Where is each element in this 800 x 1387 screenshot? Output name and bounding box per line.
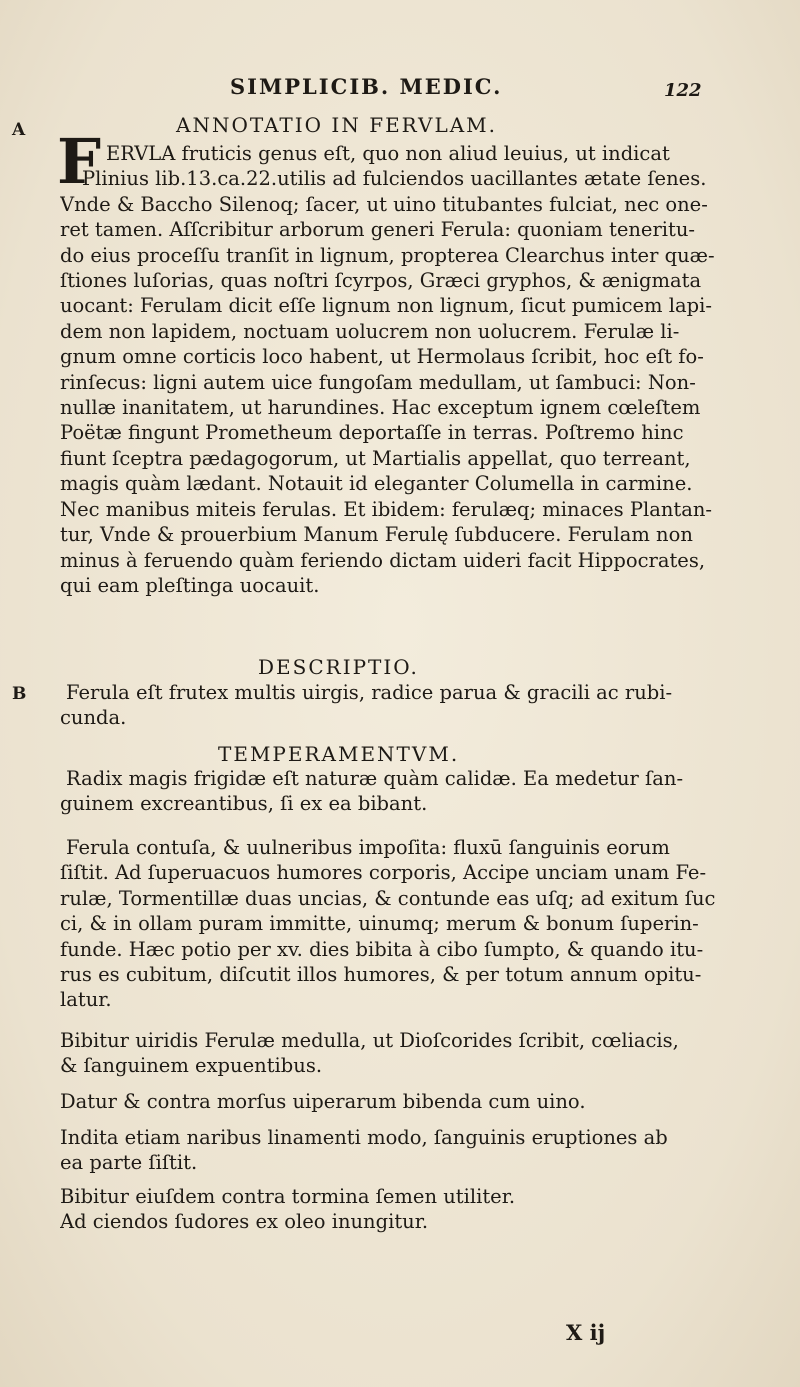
text-line: & ſanguinem expuentibus. bbox=[60, 1054, 323, 1078]
text-line: funde. Hæc potio per xv. dies bibita à cibo ſumpto, & quando itu- bbox=[60, 937, 704, 961]
text-line: ret tamen. Aſſcribitur arborum generi Ferula: quoniam teneritu- bbox=[60, 218, 696, 242]
temperamentum-p6 bbox=[60, 1184, 720, 1235]
text-line: qui eam pleſtinga uocauit. bbox=[60, 573, 320, 597]
text-line: Vnde & Baccho Silenoq; ſacer, ut uino titubantes fulciat, nec one- bbox=[60, 192, 708, 216]
text-line: ſtiones luſorias, quas noſtri ſcyrpos, Græci gryphos, & ænigmata bbox=[60, 269, 702, 293]
temperamentum-p2 bbox=[60, 835, 720, 1013]
temperamentum-heading: TEMPERAMENTVM. bbox=[218, 742, 460, 766]
text-line: gnum omne corticis loco habent, ut Hermolaus ſcribit, hoc eſt fo- bbox=[60, 345, 704, 369]
text-line: Indita etiam naribus linamenti modo, ſanguinis eruptiones ab bbox=[60, 1126, 668, 1149]
text-line: dem non lapidem, noctuam uolucrem non uolucrem. Ferulæ li- bbox=[60, 319, 680, 343]
text-line: magis quàm lædant. Notauit id eleganter Columella in carmine. bbox=[60, 472, 693, 496]
text-line: ſiſtit. Ad ſuperuacuos humores corporis, Accipe unciam unam Fe- bbox=[60, 861, 707, 885]
temperamentum-p5 bbox=[60, 1125, 720, 1176]
text-line: minus à feruendo quàm feriendo dictam uideri facit Hippocrates, bbox=[60, 548, 706, 572]
text-line: Nec manibus miteis ferulas. Et ibidem: ferulæq; minaces Plantan- bbox=[60, 497, 713, 521]
text-line: uocant: Ferulam dicit eſſe lignum non lignum, ſicut pumicem lapi- bbox=[60, 294, 712, 318]
annotatio-heading: ANNOTATIO IN FERVLAM. bbox=[176, 113, 498, 137]
text-line: Bibitur eiuſdem contra tormina ſemen utiliter. bbox=[60, 1185, 516, 1208]
text-line: rulæ, Tormentillæ duas uncias, & contunde eas uſq; ad exitum ſuc bbox=[60, 886, 716, 910]
drop-cap: F bbox=[57, 125, 102, 198]
text-line: Poëtæ fingunt Prometheum deportaſſe in terras. Poſtremo hinc bbox=[60, 421, 684, 445]
descriptio-text bbox=[60, 680, 720, 731]
margin-letter-b: B bbox=[12, 684, 27, 704]
temperamentum-p3 bbox=[60, 1028, 720, 1079]
text-line: cunda. bbox=[60, 706, 127, 730]
text-line: Ferula contuſa, & uulneribus impoſita: fluxū ſanguinis eorum bbox=[66, 836, 670, 859]
text-line: Ferula eſt frutex multis uirgis, radice parua & gracili ac rubi- bbox=[66, 681, 673, 704]
text-line: nullæ inanitatem, ut harundines. Hac exceptum ignem cœleſtem bbox=[60, 396, 701, 420]
text-line: Datur & contra morſus uiperarum bibenda cum uino. bbox=[60, 1090, 586, 1113]
text-line: rus es cubitum, diſcutit illos humores, & per totum annum opitu- bbox=[60, 963, 702, 987]
margin-letter-a: A bbox=[12, 120, 26, 140]
page-number: 122 bbox=[664, 80, 702, 101]
text-line: Bibitur uiridis Ferulæ medulla, ut Dioſcorides ſcribit, cœliacis, bbox=[60, 1029, 679, 1052]
text-line: ERVLA fruticis genus eſt, quo non aliud leuius, ut indicat bbox=[106, 142, 670, 165]
text-line: ea parte ſiſtit. bbox=[60, 1151, 198, 1175]
text-line: Ad ciendos ſudores ex oleo inungitur. bbox=[60, 1210, 429, 1234]
text-line: guinem excreantibus, ſi ex ea bibant. bbox=[60, 792, 428, 816]
text-line: ci, & in ollam puram immitte, uinumq; merum & bonum ſuperin- bbox=[60, 912, 699, 936]
text-line: rinſecus: ligni autem uice fungoſam medullam, ut ſambuci: Non- bbox=[60, 370, 696, 394]
text-line: fiunt ſceptra pædagogorum, ut Martialis appellat, quo terreant, bbox=[60, 446, 691, 470]
text-line: do eius proceſſu tranſit in lignum, propterea Clearchus inter quæ- bbox=[60, 243, 715, 267]
temperamentum-p4 bbox=[60, 1089, 720, 1114]
text-line: latur. bbox=[60, 988, 112, 1012]
text-line: Plinius lib.13.ca.22.utilis ad fulciendos uacillantes ætate ſenes. bbox=[82, 167, 707, 191]
descriptio-heading: DESCRIPTIO. bbox=[258, 655, 419, 679]
temperamentum-p1 bbox=[60, 766, 720, 817]
text-line: Radix magis frigidæ eſt naturæ quàm calidæ. Ea medetur ſan- bbox=[66, 767, 684, 790]
running-head: SIMPLICIB. MEDIC. bbox=[230, 74, 503, 99]
catchword: X ij bbox=[566, 1320, 606, 1345]
text-line: tur, Vnde & prouerbium Manum Ferulę ſubducere. Ferulam non bbox=[60, 523, 693, 547]
annotatio-text bbox=[60, 141, 720, 598]
